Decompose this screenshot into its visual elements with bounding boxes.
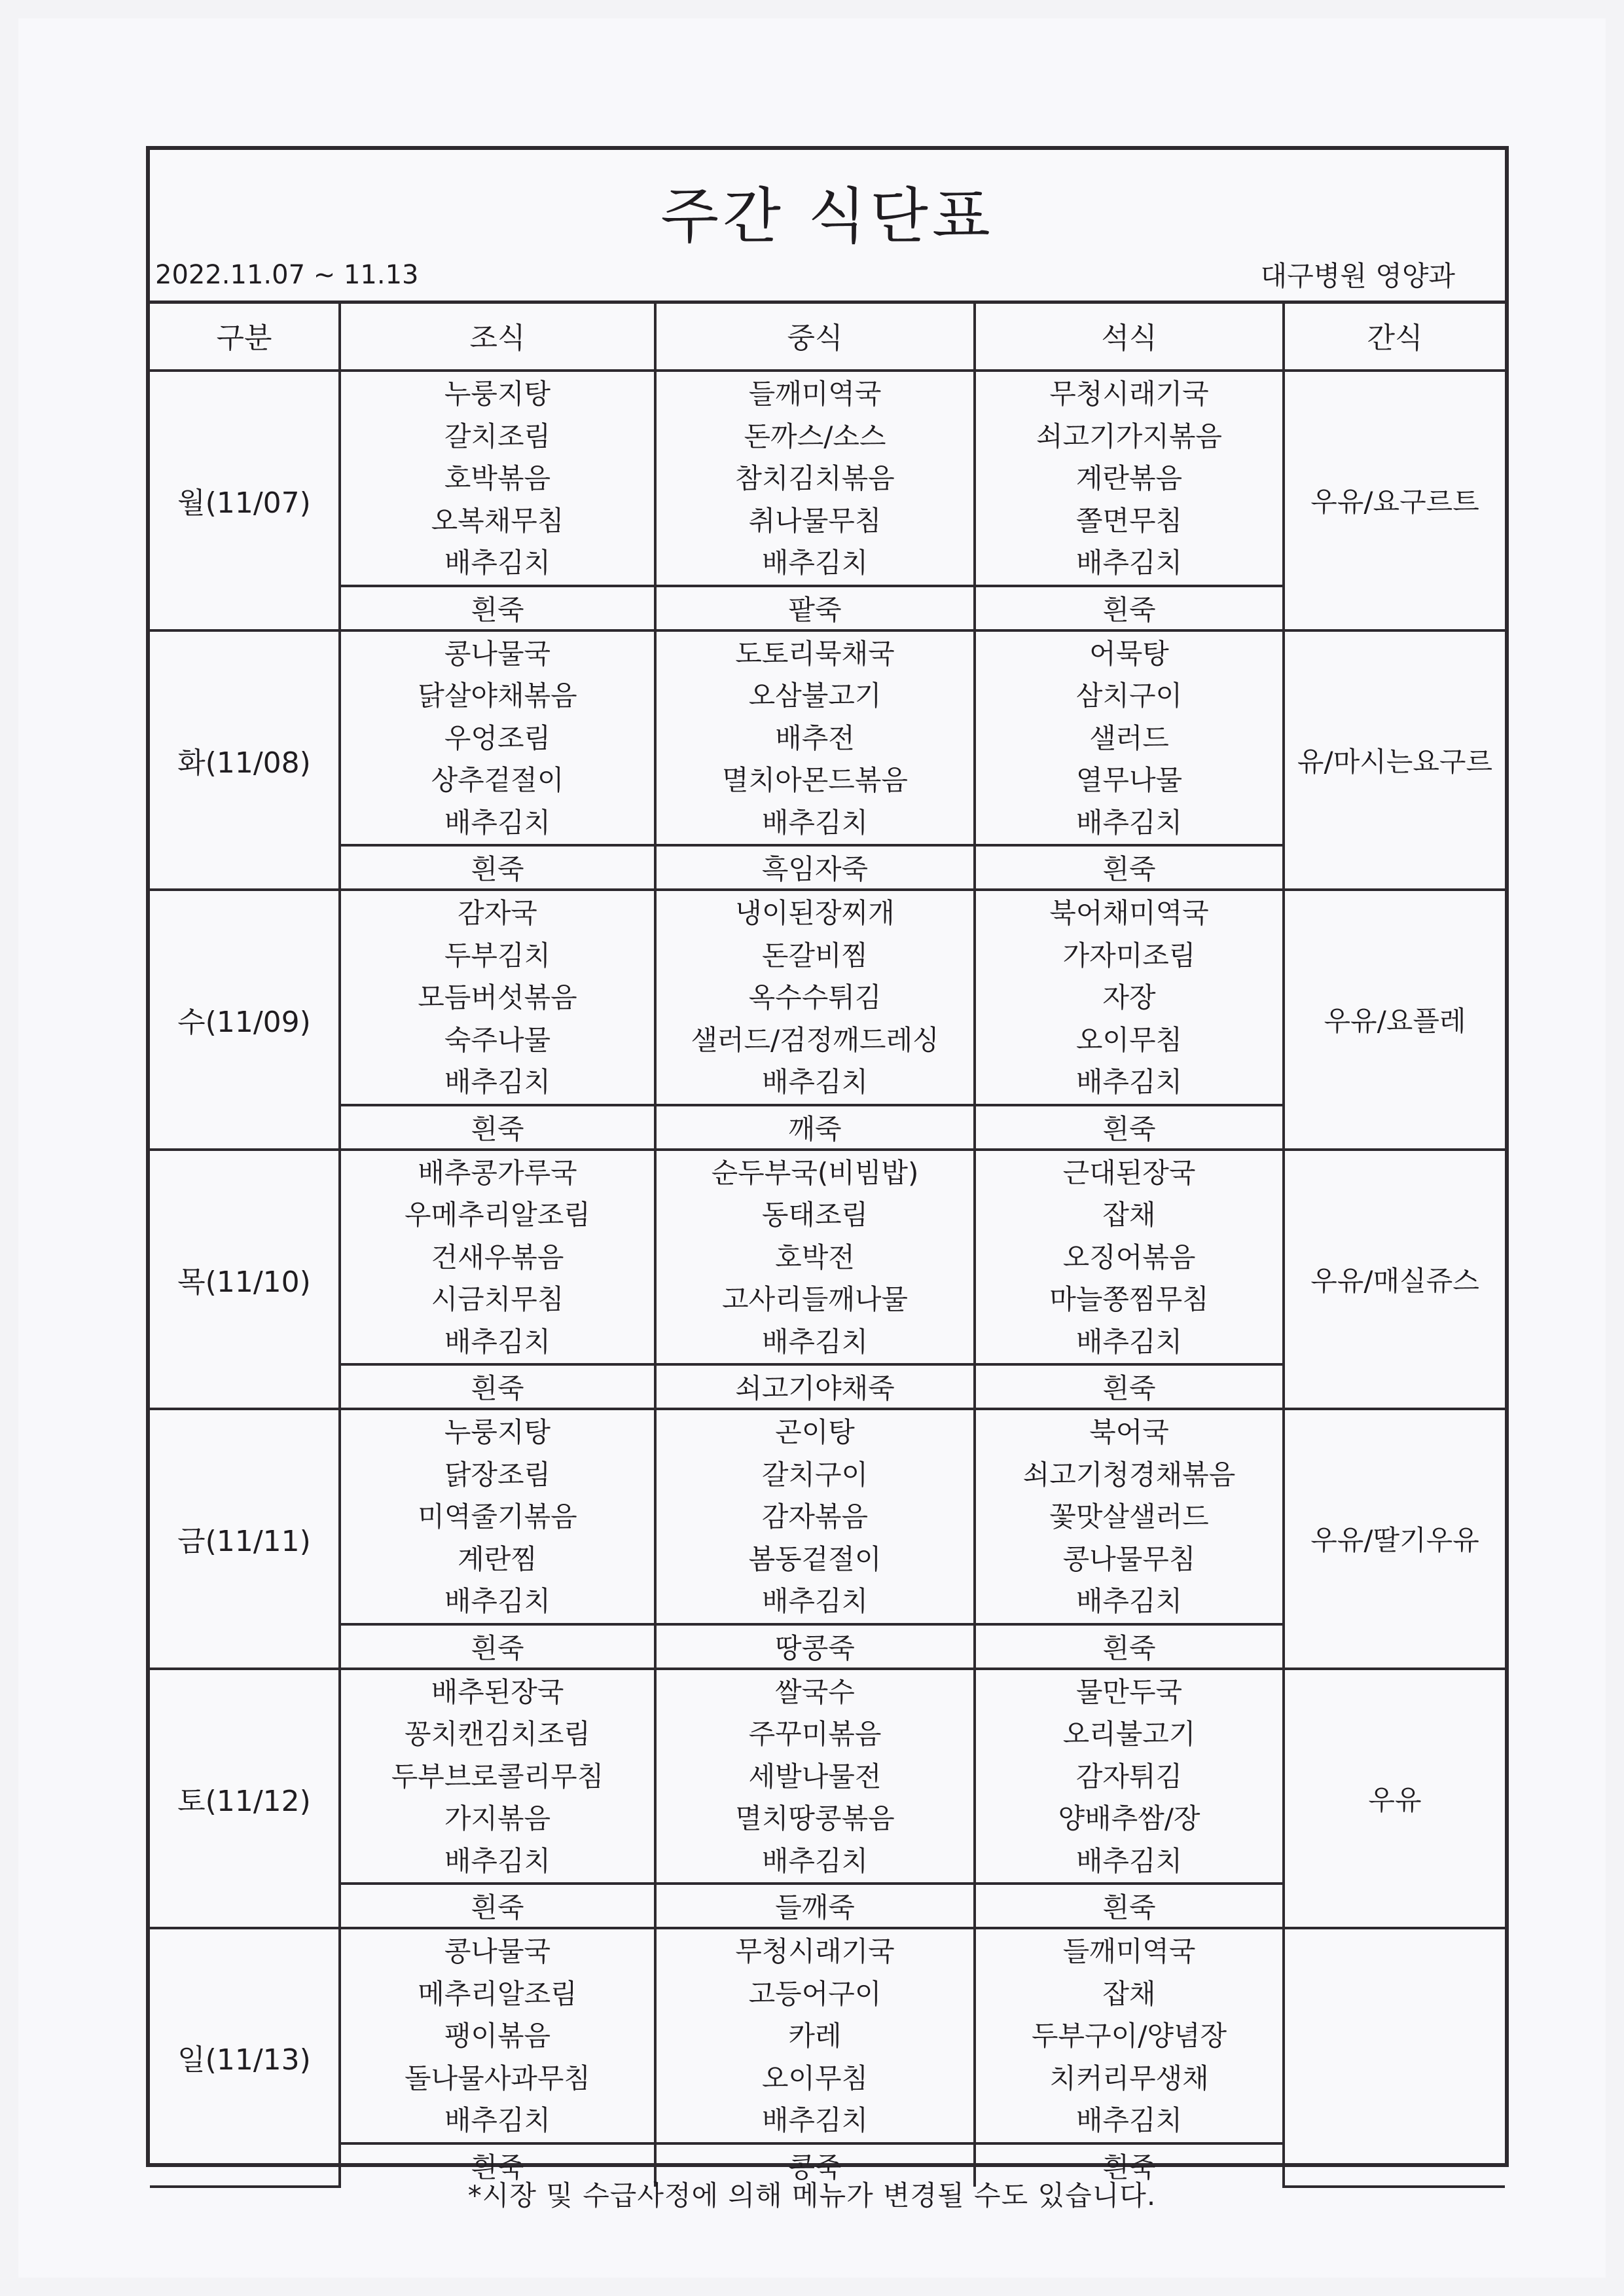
day-label: 화(11/08) <box>150 630 340 890</box>
lunch-porridge: 깨죽 <box>655 1105 975 1150</box>
breakfast-porridge: 흰죽 <box>340 1105 655 1150</box>
dinner-dishes <box>975 630 1284 846</box>
day-label: 일(11/13) <box>150 1928 340 2187</box>
day-row <box>150 1409 1505 1624</box>
breakfast-dish: 닭장조림 <box>444 1458 551 1491</box>
dinner-dish: 잡채 <box>1102 1977 1156 2010</box>
lunch-dish: 참치김치볶음 <box>735 462 895 494</box>
lunch-dish: 고등어구이 <box>748 1977 882 2010</box>
day-row <box>150 1150 1505 1365</box>
breakfast-dish: 팽이볶음 <box>444 2020 551 2052</box>
column-header-category: 구분 <box>150 301 340 371</box>
lunch-dish: 곤이탕 <box>775 1416 855 1448</box>
breakfast-dish: 누룽지탕 <box>444 378 551 410</box>
breakfast-dish: 배추김치 <box>444 1844 551 1877</box>
dinner-dish: 감자튀김 <box>1075 1760 1183 1793</box>
lunch-dish: 주꾸미볶음 <box>748 1718 882 1750</box>
column-header-dinner: 석식 <box>975 301 1284 371</box>
breakfast-dish: 우엉조림 <box>444 721 551 754</box>
menu-header <box>150 150 1505 304</box>
dinner-dish: 열무나물 <box>1075 764 1183 796</box>
breakfast-dish: 두부김치 <box>444 939 551 972</box>
dinner-dish: 근대된장국 <box>1062 1156 1196 1189</box>
lunch-dish: 배추김치 <box>761 806 869 839</box>
lunch-dishes <box>655 371 975 586</box>
lunch-dish: 호박전 <box>775 1241 855 1273</box>
snack-cell: 우유/딸기우유 <box>1284 1409 1505 1669</box>
dinner-dish: 오징어볶음 <box>1062 1241 1196 1273</box>
lunch-dishes <box>655 1409 975 1624</box>
lunch-dish: 배추김치 <box>761 2104 869 2136</box>
breakfast-dish: 배추김치 <box>444 806 551 839</box>
dinner-dish: 잡채 <box>1102 1199 1156 1231</box>
department-name: 대구병원 영양과 <box>1260 260 1455 292</box>
breakfast-dishes <box>340 1928 655 2143</box>
weekly-menu-table <box>150 301 1505 2188</box>
dinner-dish: 배추김치 <box>1075 1066 1183 1098</box>
dinner-dish: 가자미조림 <box>1062 939 1196 972</box>
lunch-dishes <box>655 630 975 846</box>
menu-frame <box>146 146 1509 2183</box>
breakfast-dish: 배추된장국 <box>431 1675 564 1708</box>
dinner-dish: 양배추쌈/장 <box>1058 1802 1200 1834</box>
dinner-dish: 마늘쫑찜무침 <box>1049 1283 1209 1315</box>
breakfast-dish: 오복채무침 <box>431 504 564 537</box>
lunch-dish: 고사리들깨나물 <box>721 1283 908 1315</box>
lunch-dish: 들깨미역국 <box>748 378 882 410</box>
breakfast-porridge: 흰죽 <box>340 1624 655 1669</box>
lunch-dish: 취나물무침 <box>748 504 882 537</box>
breakfast-dishes <box>340 630 655 846</box>
breakfast-dish: 꽁치캔김치조림 <box>404 1718 590 1750</box>
breakfast-dishes <box>340 1669 655 1884</box>
lunch-dishes <box>655 1928 975 2143</box>
dinner-dish: 배추김치 <box>1075 1844 1183 1877</box>
lunch-porridge: 쇠고기야채죽 <box>655 1364 975 1409</box>
dinner-porridge: 흰죽 <box>975 1884 1284 1928</box>
breakfast-dish: 호박볶음 <box>444 462 551 494</box>
dinner-porridge: 흰죽 <box>975 1624 1284 1669</box>
lunch-dish: 오삼불고기 <box>748 680 882 712</box>
breakfast-dish: 콩나물국 <box>444 1935 551 1967</box>
lunch-dish: 동태조림 <box>761 1199 869 1231</box>
dinner-dish: 자장 <box>1102 981 1156 1013</box>
lunch-dish: 냉이된장찌개 <box>735 897 895 929</box>
lunch-dish: 오이무침 <box>761 2062 869 2094</box>
lunch-dishes <box>655 1669 975 1884</box>
breakfast-dish: 메추리알조림 <box>418 1977 577 2010</box>
menu-period: 2022.11.07 ~ 11.13 <box>155 260 419 290</box>
breakfast-dish: 시금치무침 <box>431 1283 564 1315</box>
dinner-dishes <box>975 1928 1284 2143</box>
breakfast-dish: 콩나물국 <box>444 637 551 670</box>
breakfast-dish: 배추김치 <box>444 1325 551 1358</box>
breakfast-dish: 가지볶음 <box>444 1802 551 1834</box>
lunch-dish: 멸치아몬드볶음 <box>721 764 908 796</box>
day-row <box>150 630 1505 846</box>
lunch-dish: 배추김치 <box>761 1844 869 1877</box>
lunch-dishes <box>655 890 975 1105</box>
dinner-dish: 쇠고기청경채볶음 <box>1022 1458 1236 1491</box>
breakfast-dish: 돌나물사과무침 <box>404 2062 590 2094</box>
breakfast-dishes <box>340 1409 655 1624</box>
lunch-dish: 멸치땅콩볶음 <box>735 1802 895 1834</box>
lunch-dish: 배추전 <box>775 721 855 754</box>
dinner-dish: 배추김치 <box>1075 2104 1183 2136</box>
lunch-dish: 세발나물전 <box>748 1760 882 1793</box>
column-header-row <box>150 301 1505 371</box>
breakfast-dish: 상추겉절이 <box>431 764 564 796</box>
breakfast-porridge: 흰죽 <box>340 845 655 890</box>
day-label: 금(11/11) <box>150 1409 340 1669</box>
dinner-dish: 오이무침 <box>1075 1023 1183 1056</box>
lunch-porridge: 콩죽 <box>655 2143 975 2187</box>
breakfast-dish: 배추김치 <box>444 547 551 579</box>
breakfast-dish: 두부브로콜리무침 <box>391 1760 604 1793</box>
lunch-dish: 배추김치 <box>761 1066 869 1098</box>
breakfast-dish: 누룽지탕 <box>444 1416 551 1448</box>
dinner-porridge: 흰죽 <box>975 1364 1284 1409</box>
snack-cell: 우유/요구르트 <box>1284 371 1505 630</box>
breakfast-dish: 미역줄기볶음 <box>418 1501 577 1533</box>
snack-cell: 우유 <box>1284 1669 1505 1929</box>
lunch-dish: 카레 <box>788 2020 842 2052</box>
breakfast-dish: 닭살야채볶음 <box>418 680 577 712</box>
day-label: 토(11/12) <box>150 1669 340 1929</box>
dinner-dish: 쫄면무침 <box>1075 504 1183 537</box>
dinner-dish: 배추김치 <box>1075 1585 1183 1617</box>
dinner-dish: 물만두국 <box>1075 1675 1183 1708</box>
lunch-dish: 돈까스/소스 <box>744 420 886 452</box>
breakfast-dish: 모듬버섯볶음 <box>418 981 577 1013</box>
breakfast-dishes <box>340 371 655 586</box>
dinner-dish: 계란볶음 <box>1075 462 1183 494</box>
breakfast-dish: 계란찜 <box>458 1542 537 1575</box>
breakfast-dish: 우메추리알조림 <box>404 1199 590 1231</box>
menu-sheet <box>18 18 1606 2278</box>
lunch-dish: 봄동겉절이 <box>748 1542 882 1575</box>
lunch-porridge: 땅콩죽 <box>655 1624 975 1669</box>
breakfast-dish: 숙주나물 <box>444 1023 551 1056</box>
snack-cell: 유/마시는요구르 <box>1284 630 1505 890</box>
breakfast-dishes <box>340 1150 655 1365</box>
day-row <box>150 1928 1505 2143</box>
dinner-dish: 콩나물무침 <box>1062 1542 1196 1575</box>
lunch-dishes <box>655 1150 975 1365</box>
lunch-dish: 무청시래기국 <box>735 1935 895 1967</box>
breakfast-dish: 갈치조림 <box>444 420 551 452</box>
lunch-dish: 배추김치 <box>761 1585 869 1617</box>
column-header-lunch: 중식 <box>655 301 975 371</box>
breakfast-dish: 배추콩가루국 <box>418 1156 577 1189</box>
breakfast-dish: 감자국 <box>458 897 537 929</box>
dinner-dish: 두부구이/양념장 <box>1031 2020 1227 2052</box>
column-header-breakfast: 조식 <box>340 301 655 371</box>
lunch-dish: 감자볶음 <box>761 1501 869 1533</box>
breakfast-dish: 배추김치 <box>444 1585 551 1617</box>
dinner-porridge: 흰죽 <box>975 1105 1284 1150</box>
dinner-dish: 들깨미역국 <box>1062 1935 1196 1967</box>
breakfast-dish: 배추김치 <box>444 1066 551 1098</box>
breakfast-dish: 배추김치 <box>444 2104 551 2136</box>
column-header-snack: 간식 <box>1284 301 1505 371</box>
day-row <box>150 371 1505 586</box>
lunch-dish: 배추김치 <box>761 1325 869 1358</box>
day-row <box>150 890 1505 1105</box>
dinner-porridge: 흰죽 <box>975 2143 1284 2187</box>
breakfast-porridge: 흰죽 <box>340 2143 655 2187</box>
breakfast-porridge: 흰죽 <box>340 1884 655 1928</box>
lunch-dish: 옥수수튀김 <box>748 981 882 1013</box>
dinner-porridge: 흰죽 <box>975 586 1284 630</box>
dinner-dish: 쇠고기가지볶음 <box>1036 420 1222 452</box>
lunch-dish: 순두부국(비빔밥) <box>711 1156 919 1189</box>
dinner-dish: 배추김치 <box>1075 806 1183 839</box>
dinner-dish: 배추김치 <box>1075 547 1183 579</box>
page-title: 주간 식단표 <box>660 181 994 251</box>
dinner-dishes <box>975 1150 1284 1365</box>
dinner-dish: 치커리무생채 <box>1049 2062 1209 2094</box>
breakfast-dishes <box>340 890 655 1105</box>
dinner-dish: 꽃맛살샐러드 <box>1049 1501 1209 1533</box>
lunch-porridge: 팥죽 <box>655 586 975 630</box>
dinner-dishes <box>975 1669 1284 1884</box>
dinner-dish: 삼치구이 <box>1075 680 1183 712</box>
dinner-porridge: 흰죽 <box>975 845 1284 890</box>
day-label: 수(11/09) <box>150 890 340 1150</box>
dinner-dish: 어묵탕 <box>1089 637 1169 670</box>
dinner-dish: 샐러드 <box>1089 721 1169 754</box>
dinner-dish: 오리불고기 <box>1062 1718 1196 1750</box>
lunch-dish: 갈치구이 <box>761 1458 869 1491</box>
breakfast-porridge: 흰죽 <box>340 586 655 630</box>
dinner-dish: 배추김치 <box>1075 1325 1183 1358</box>
day-label: 월(11/07) <box>150 371 340 630</box>
snack-cell <box>1284 1928 1505 2187</box>
breakfast-porridge: 흰죽 <box>340 1364 655 1409</box>
breakfast-dish: 건새우볶음 <box>431 1241 564 1273</box>
lunch-dish: 도토리묵채국 <box>735 637 895 670</box>
dinner-dishes <box>975 371 1284 586</box>
lunch-dish: 돈갈비찜 <box>761 939 869 972</box>
lunch-porridge: 흑임자죽 <box>655 845 975 890</box>
snack-cell: 우유/요플레 <box>1284 890 1505 1150</box>
dinner-dish: 북어국 <box>1089 1416 1169 1448</box>
lunch-porridge: 들깨죽 <box>655 1884 975 1928</box>
dinner-dishes <box>975 890 1284 1105</box>
menu-change-note: *시장 및 수급사정에 의해 메뉴가 변경될 수도 있습니다. <box>467 2179 1157 2212</box>
dinner-dish: 북어채미역국 <box>1049 897 1209 929</box>
day-row <box>150 1669 1505 1884</box>
lunch-dish: 샐러드/검정깨드레싱 <box>691 1023 939 1056</box>
snack-cell: 우유/매실쥬스 <box>1284 1150 1505 1410</box>
dinner-dish: 무청시래기국 <box>1049 378 1209 410</box>
lunch-dish: 배추김치 <box>761 547 869 579</box>
lunch-dish: 쌀국수 <box>775 1675 855 1708</box>
day-label: 목(11/10) <box>150 1150 340 1410</box>
dinner-dishes <box>975 1409 1284 1624</box>
